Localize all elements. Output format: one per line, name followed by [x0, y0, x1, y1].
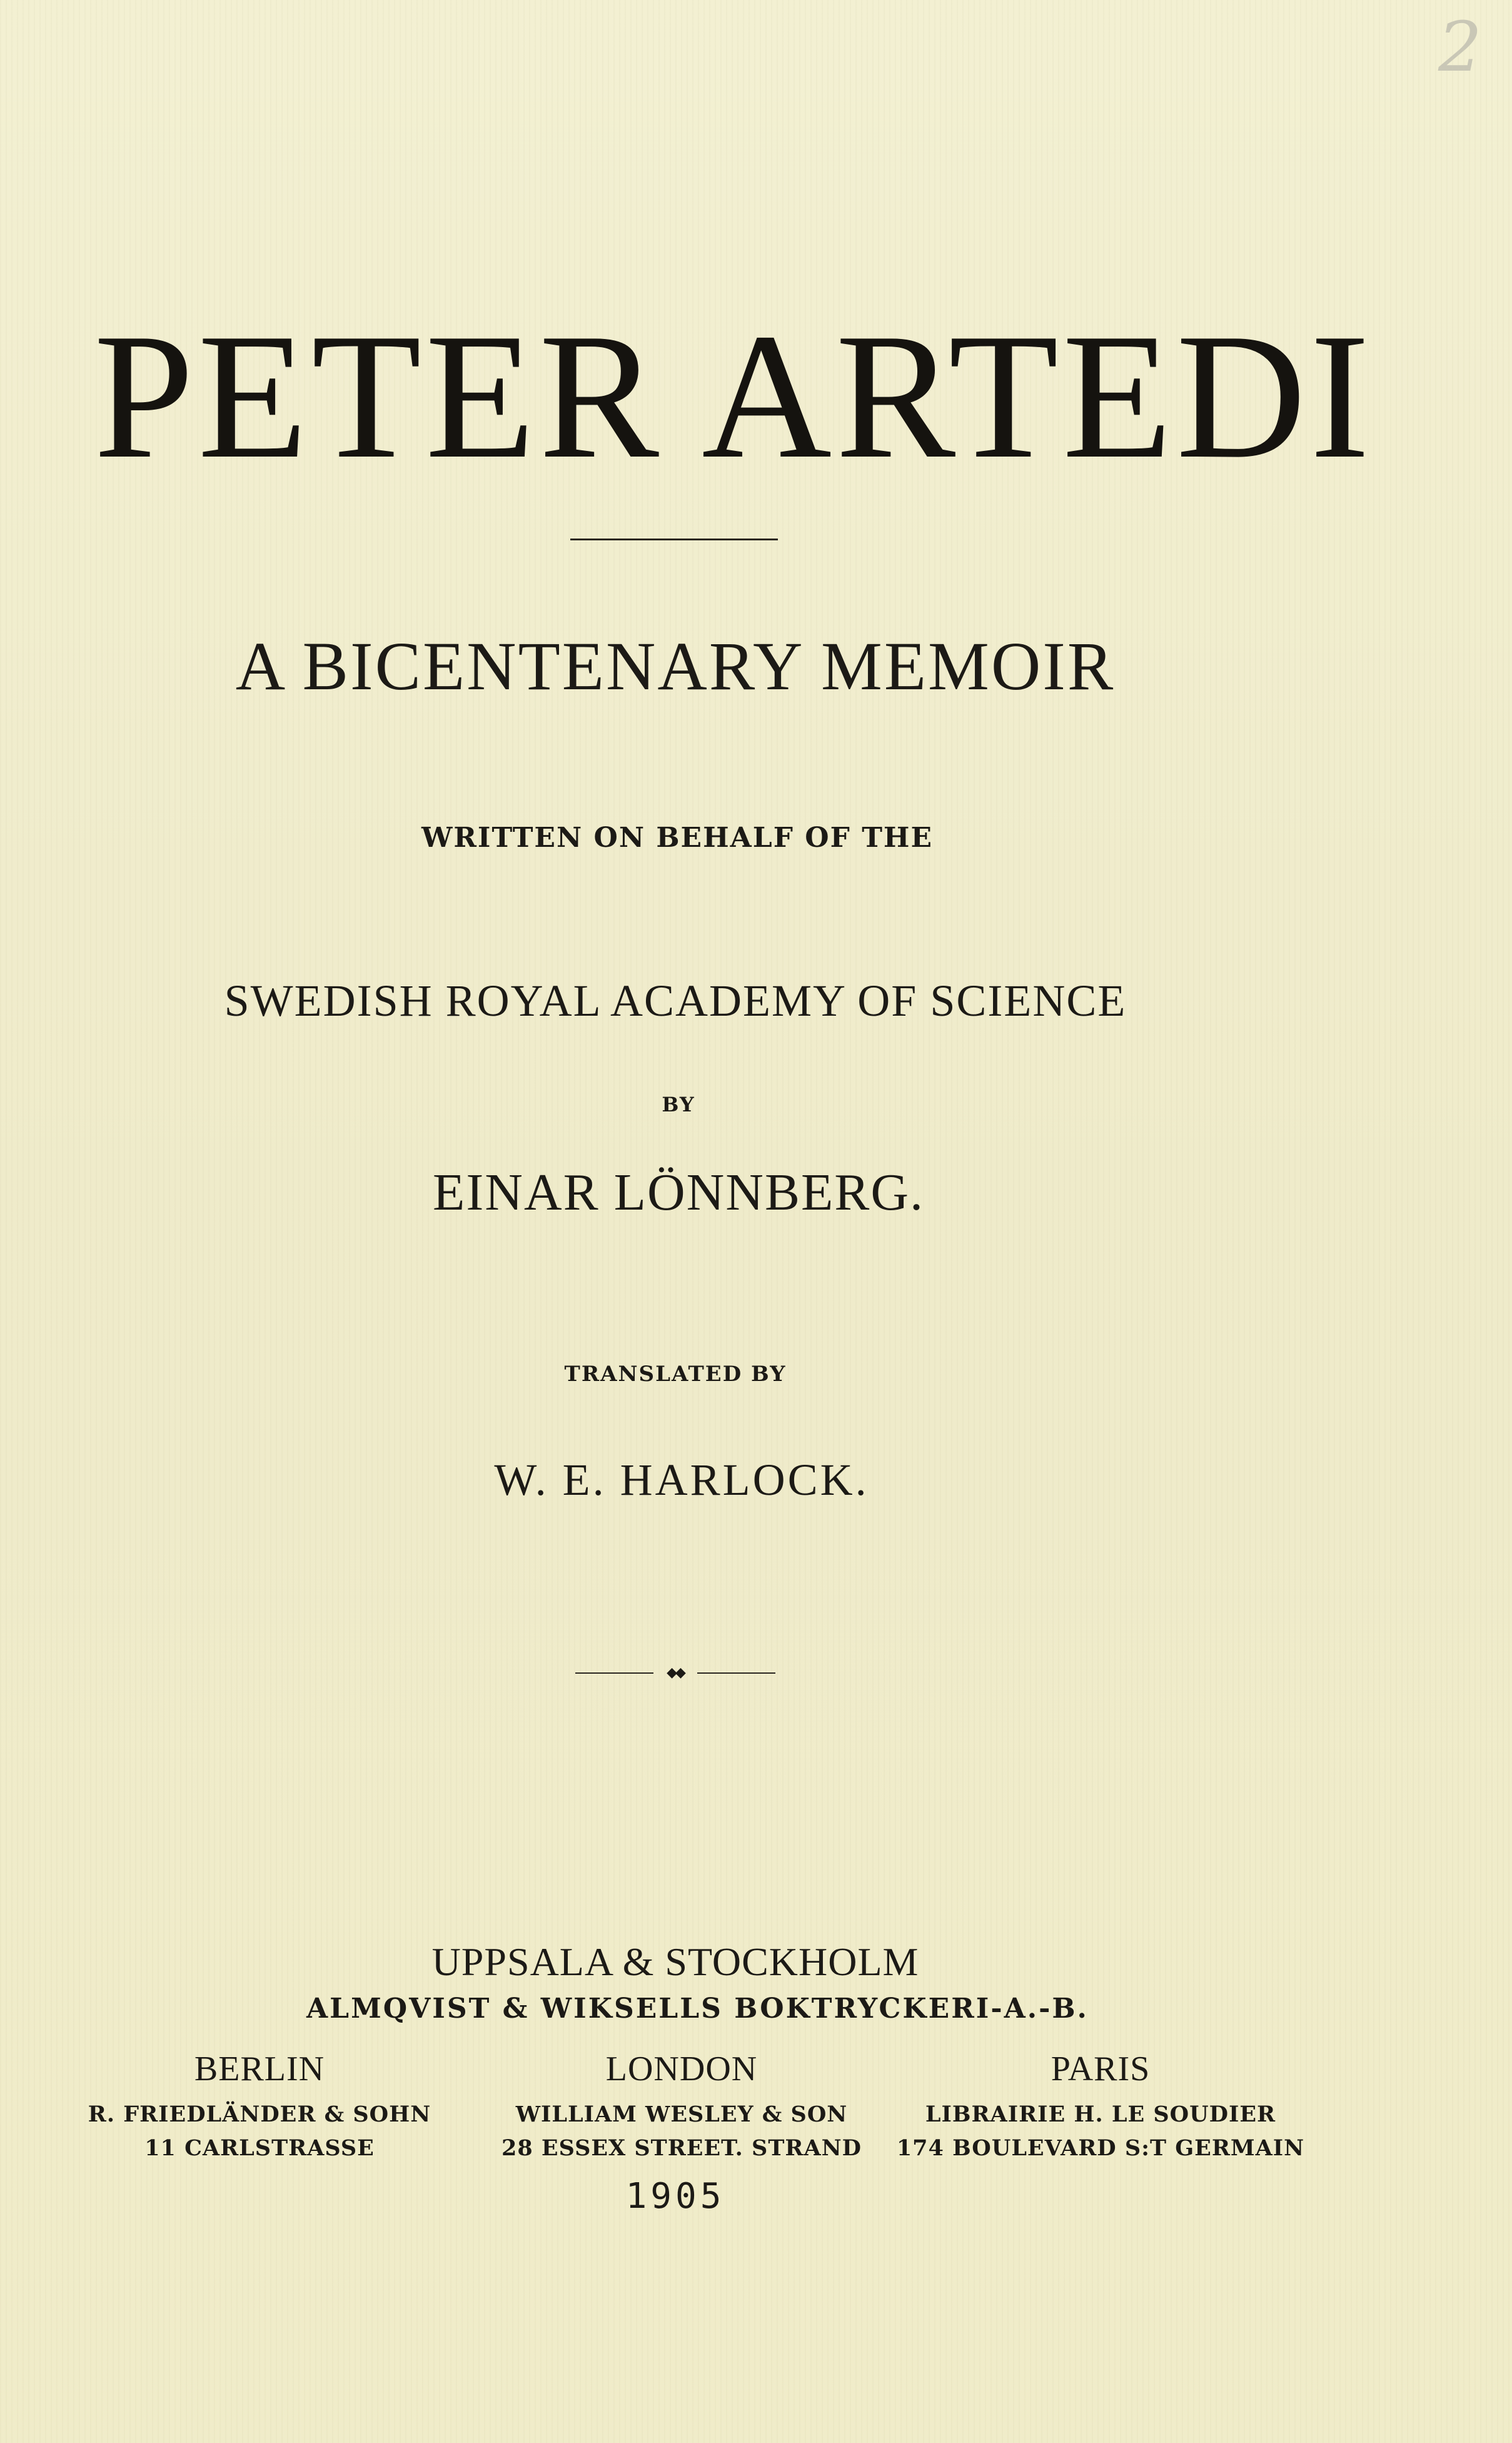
agent-address-london: 28 ESSEX STREET. STRAND: [501, 2135, 862, 2161]
translated-by-line: TRANSLATED BY: [564, 1362, 787, 1387]
book-subtitle: A BICENTENARY MEMOIR: [235, 628, 1116, 704]
agent-city-london: LONDON: [605, 2050, 758, 2088]
written-on-behalf-line: WRITTEN ON BEHALF OF THE: [421, 822, 934, 854]
academy-name: SWEDISH ROYAL ACADEMY OF SCIENCE: [224, 976, 1127, 1026]
ornament-right-rule: [697, 1672, 775, 1674]
ornament-divider: [575, 1664, 775, 1682]
agent-name-london: WILLIAM WESLEY & SON: [515, 2102, 848, 2127]
agent-address-paris: 174 BOULEVARD S:T GERMAIN: [896, 2135, 1305, 2161]
by-line: BY: [662, 1093, 695, 1116]
diamond-ornament-icon: ◆◆: [667, 1665, 684, 1681]
book-title: PETER ARTEDI: [94, 296, 1374, 496]
agent-name-paris: LIBRAIRIE H. LE SOUDIER: [925, 2102, 1276, 2127]
ornament-left-rule: [575, 1672, 653, 1674]
author-name: EINAR LÖNNBERG.: [433, 1163, 924, 1222]
agent-address-berlin: 11 CARLSTRASSE: [144, 2135, 375, 2161]
agent-city-paris: PARIS: [1051, 2050, 1151, 2088]
publication-year: 1905: [625, 2176, 725, 2217]
imprint-publisher: ALMQVIST & WIKSELLS BOKTRYCKERI-A.-B.: [306, 1993, 1089, 2025]
handwritten-shelf-mark: 2: [1438, 7, 1482, 87]
translator-name: W. E. HARLOCK.: [494, 1455, 869, 1505]
title-rule: [570, 539, 778, 540]
imprint-city: UPPSALA & STOCKHOLM: [431, 1940, 919, 1984]
agent-name-berlin: R. FRIEDLÄNDER & SOHN: [88, 2102, 431, 2127]
agent-city-berlin: BERLIN: [194, 2050, 325, 2088]
